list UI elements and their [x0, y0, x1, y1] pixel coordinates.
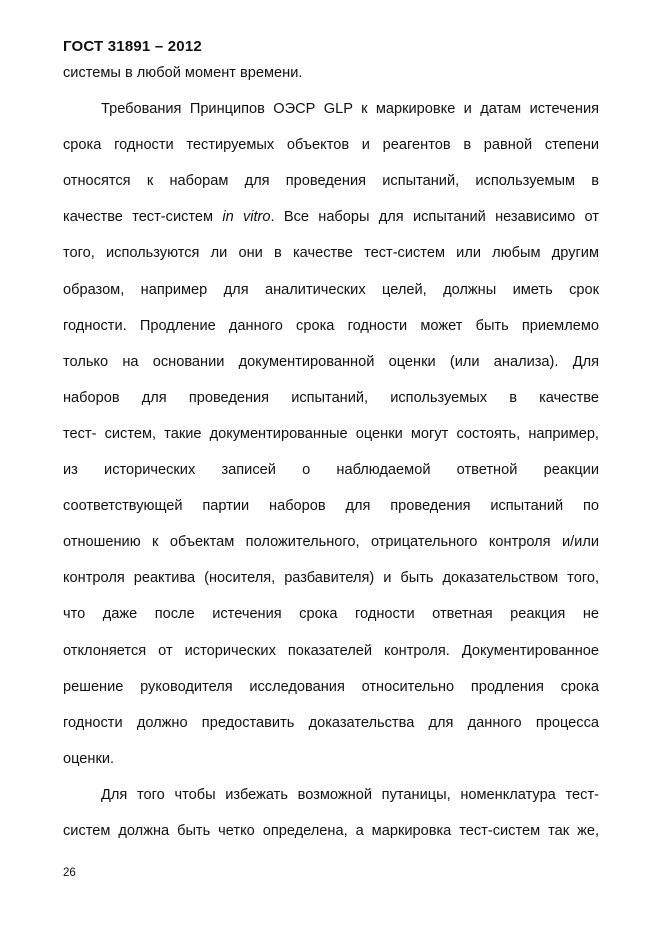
text-line: наборов для проведения испытаний, используемых в качестве [63, 389, 599, 406]
text-line: срока годности тестируемых объектов и реагентов в равной степени [63, 137, 599, 154]
text-line: соответствующей партии наборов для проведения испытаний по [63, 498, 599, 515]
page-number: 26 [63, 867, 76, 879]
text-line: отклоняется от исторических показателей контроля. Документированное [63, 642, 599, 659]
text-line: относятся к наборам для проведения испытаний, используемым в [63, 173, 599, 190]
text-line: отношению к объектам положительного, отрицательного контроля и/или [63, 534, 599, 551]
text-line: что даже после истечения срока годности ответная реакция не [63, 606, 599, 623]
italic-term: in vitro [222, 209, 271, 226]
text-line: из исторических записей о наблюдаемой ответной реакции [63, 462, 599, 479]
text-line: только на основании документированной оценки (или анализа). Для [63, 353, 599, 370]
text-line: контроля реактива (носителя, разбавителя) и быть доказательством того, [63, 570, 599, 587]
body-text [63, 60, 599, 854]
text-line: образом, например для аналитических целей, должны иметь срок [63, 281, 599, 298]
text-line: Для того чтобы избежать возможной путаницы, номенклатура тест- [101, 786, 599, 803]
text-line: системы в любой момент времени. [63, 65, 303, 81]
text-line: тест- систем, такие документированные оценки могут состоять, например, [63, 425, 599, 442]
text-line: годности должно предоставить доказательства для данного процесса [63, 714, 599, 731]
text-line: оценки. [63, 750, 115, 767]
text-line: решение руководителя исследования относительно продления срока [63, 678, 599, 695]
text-line: Требования Принципов ОЭСР GLP к маркировке и датам истечения [101, 101, 599, 118]
text-fragment: качестве тест-систем [63, 209, 223, 226]
text-fragment: . Все наборы для испытаний независимо от [270, 209, 599, 226]
text-line [63, 204, 599, 240]
document-header: ГОСТ 31891 – 2012 [63, 38, 202, 55]
text-line: того, используются ли они в качестве тест-систем или любым другим [63, 245, 599, 262]
text-line: систем должна быть четко определена, а маркировка тест-систем так же, [63, 822, 599, 839]
text-line: годности. Продление данного срока годности может быть приемлемо [63, 317, 599, 334]
